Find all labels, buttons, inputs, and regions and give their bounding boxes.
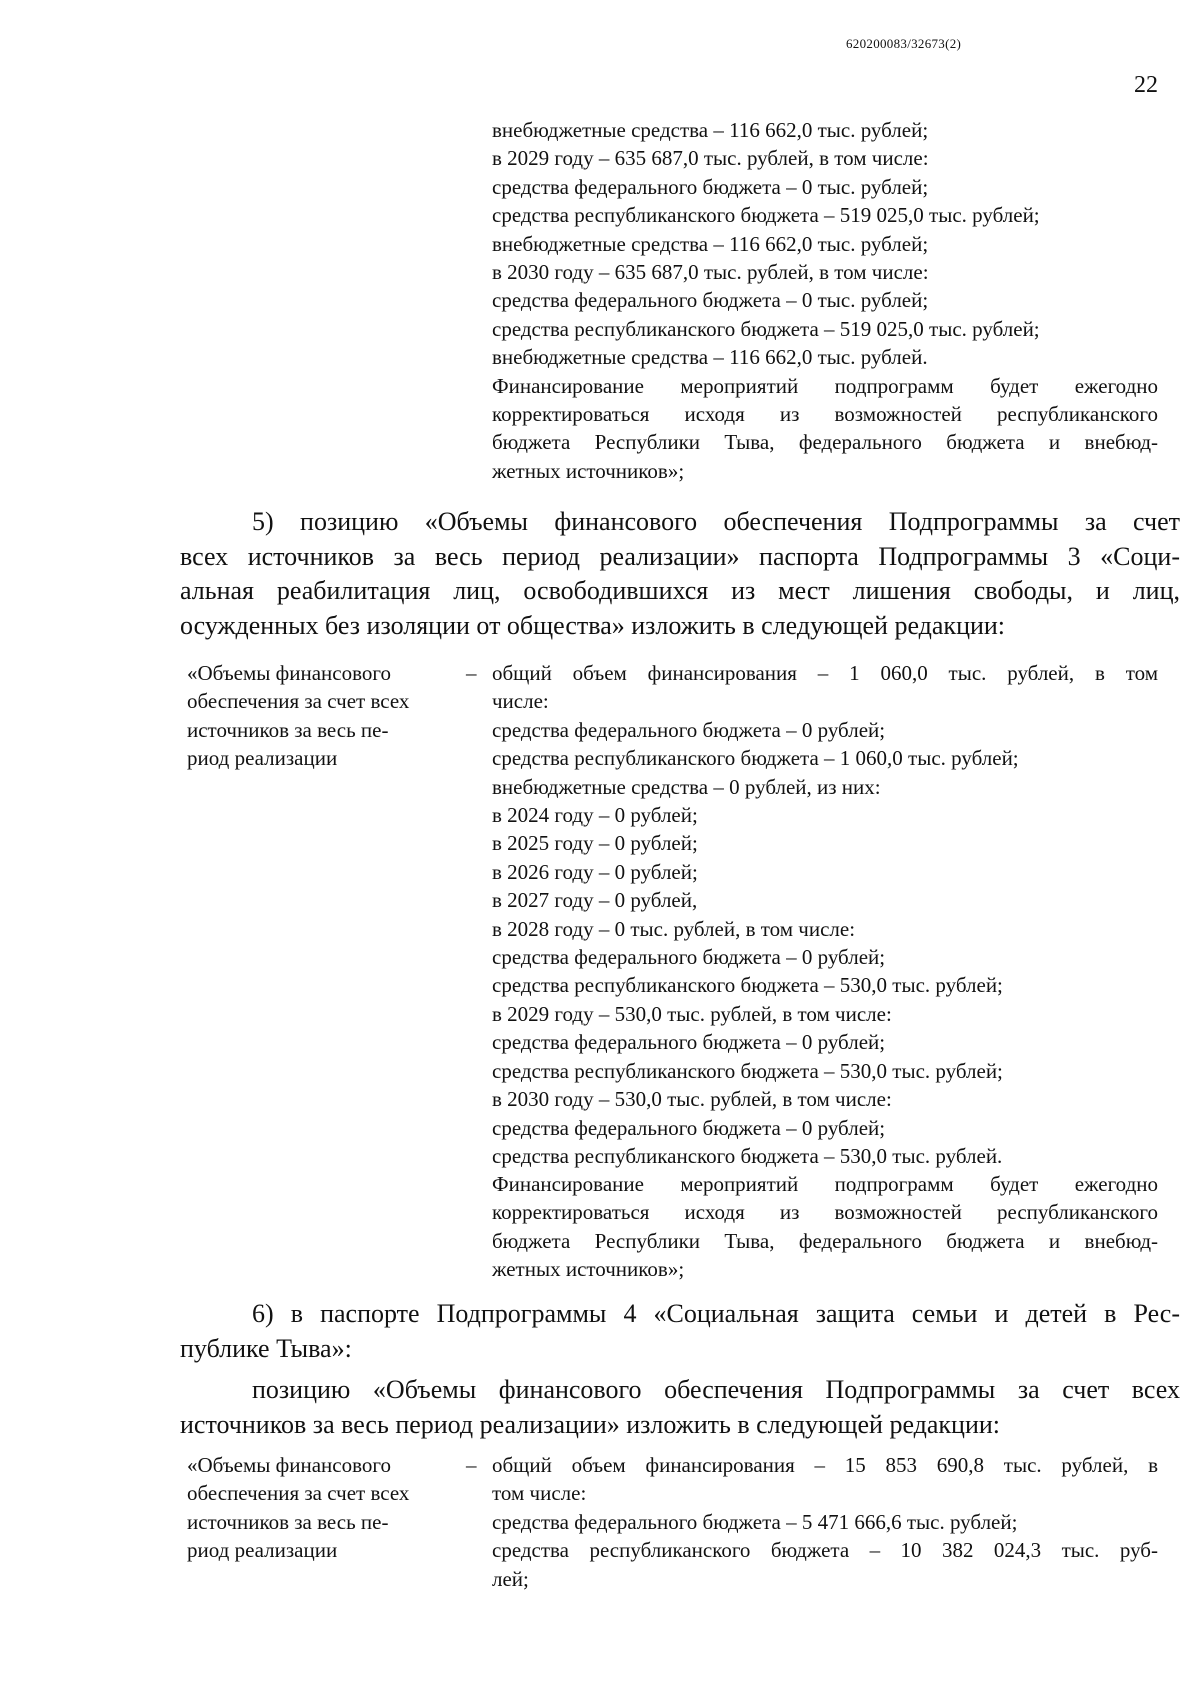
value-line: в 2025 году – 0 рублей; [492,831,698,856]
value-line: в 2030 году – 530,0 тыс. рублей, в том числе: [492,1087,892,1112]
value-line: внебюджетные средства – 0 рублей, из них: [492,774,881,799]
value-line: средства республиканского бюджета – 530,0 тыс. рублей; [492,1058,1003,1083]
value-line: средства республиканского бюджета – 530,0 тыс. рублей. [492,1143,1003,1168]
top-funding-block [492,116,1158,372]
value-line: средства федерального бюджета – 0 рублей; [492,1115,886,1140]
funding-line: внебюджетные средства – 116 662,0 тыс. рублей. [492,345,928,370]
item-5-dash: – [466,661,477,685]
item-6-subparagraph [180,1373,1180,1442]
paragraph-line: 5) позицию «Объемы финансового обеспечения Подпрограммы за счет [252,507,1180,536]
funding-line: средства федерального бюджета – 0 тыс. рублей; [492,174,929,199]
item-5-label [187,659,409,773]
value-line: средства федерального бюджета – 0 рублей; [492,945,886,970]
paragraph-line: всех источников за весь период реализации» паспорта Подпрограммы 3 «Соци- [180,541,1180,571]
note-line: бюджета Республики Тыва, федерального бюджета и внебюд- [492,430,1158,455]
item-6-label [187,1451,409,1565]
paragraph-line: 6) в паспорте Подпрограммы 4 «Социальная защита семьи и детей в Рес- [252,1299,1180,1328]
item-6-values [492,1451,1158,1593]
value-line: в 2024 году – 0 рублей; [492,803,698,828]
value-line: том числе: [492,1481,587,1506]
paragraph-line: источников за весь период реализации» изложить в следующей редакции: [180,1409,1001,1439]
value-line: в 2026 году – 0 рублей; [492,859,698,884]
note-line: жетных источников»; [492,458,685,483]
note-line: Финансирование мероприятий подпрограмм будет ежегодно [492,1172,1158,1196]
value-line: общий объем финансирования – 15 853 690,8 тыс. рублей, в [492,1453,1158,1477]
funding-line: внебюджетные средства – 116 662,0 тыс. рублей; [492,231,929,256]
value-line: в 2029 году – 530,0 тыс. рублей, в том числе: [492,1001,892,1026]
value-line: средства республиканского бюджета – 530,0 тыс. рублей; [492,973,1003,998]
note-line: корректироваться исходя из возможностей республиканского [492,402,1158,426]
value-line: общий объем финансирования – 1 060,0 тыс. рублей, в том [492,661,1158,685]
value-line: средства федерального бюджета – 0 рублей; [492,1030,886,1055]
value-line: числе: [492,689,549,714]
item-5-financing-note [492,1170,1158,1284]
label-line: «Объемы финансового [187,661,391,685]
value-line: лей; [492,1566,529,1591]
label-line: риод реализации [187,1538,338,1563]
top-financing-note [492,372,1158,486]
note-line: Финансирование мероприятий подпрограмм будет ежегодно [492,373,1158,398]
funding-line: в 2030 году – 635 687,0 тыс. рублей, в том числе: [492,260,929,285]
label-line: обеспечения за счет всех [187,689,410,714]
value-line: средства республиканского бюджета – 10 382 024,3 тыс. руб- [492,1538,1158,1563]
label-line: риод реализации [187,746,338,771]
value-line: средства федерального бюджета – 0 рублей; [492,717,886,742]
value-line: в 2027 году – 0 рублей, [492,888,698,913]
page-number: 22 [1134,72,1158,98]
note-line: корректироваться исходя из возможностей республиканского [492,1200,1158,1225]
paragraph-line: осужденных без изоляции от общества» изложить в следующей редакции: [180,610,1006,640]
funding-line: средства республиканского бюджета – 519 025,0 тыс. рублей; [492,203,1040,228]
item-5-values [492,659,1158,1170]
label-line: обеспечения за счет всех [187,1481,410,1506]
paragraph-line: позицию «Объемы финансового обеспечения Подпрограммы за счет всех [252,1375,1180,1404]
item-6-paragraph [180,1297,1180,1366]
funding-line: внебюджетные средства – 116 662,0 тыс. рублей; [492,118,929,142]
funding-line: в 2029 году – 635 687,0 тыс. рублей, в том числе: [492,146,929,171]
funding-line: средства федерального бюджета – 0 тыс. рублей; [492,288,929,313]
value-line: средства федерального бюджета – 5 471 666,6 тыс. рублей; [492,1509,1018,1534]
document-id: 620200083/32673(2) [846,36,962,51]
paragraph-line: публике Тыва»: [180,1333,352,1363]
label-line: источников за весь пе- [187,1509,389,1534]
item-5-paragraph [180,505,1180,643]
label-line: источников за весь пе- [187,717,389,742]
label-line: «Объемы финансового [187,1453,391,1477]
item-6-dash: – [466,1453,477,1477]
note-line: бюджета Республики Тыва, федерального бюджета и внебюд- [492,1228,1158,1253]
value-line: средства республиканского бюджета – 1 060,0 тыс. рублей; [492,746,1019,771]
note-line: жетных источников»; [492,1257,685,1282]
value-line: в 2028 году – 0 тыс. рублей, в том числе: [492,916,856,941]
paragraph-line: альная реабилитация лиц, освободившихся из мест лишения свободы, и лиц, [180,576,1180,605]
funding-line: средства республиканского бюджета – 519 025,0 тыс. рублей; [492,316,1040,341]
